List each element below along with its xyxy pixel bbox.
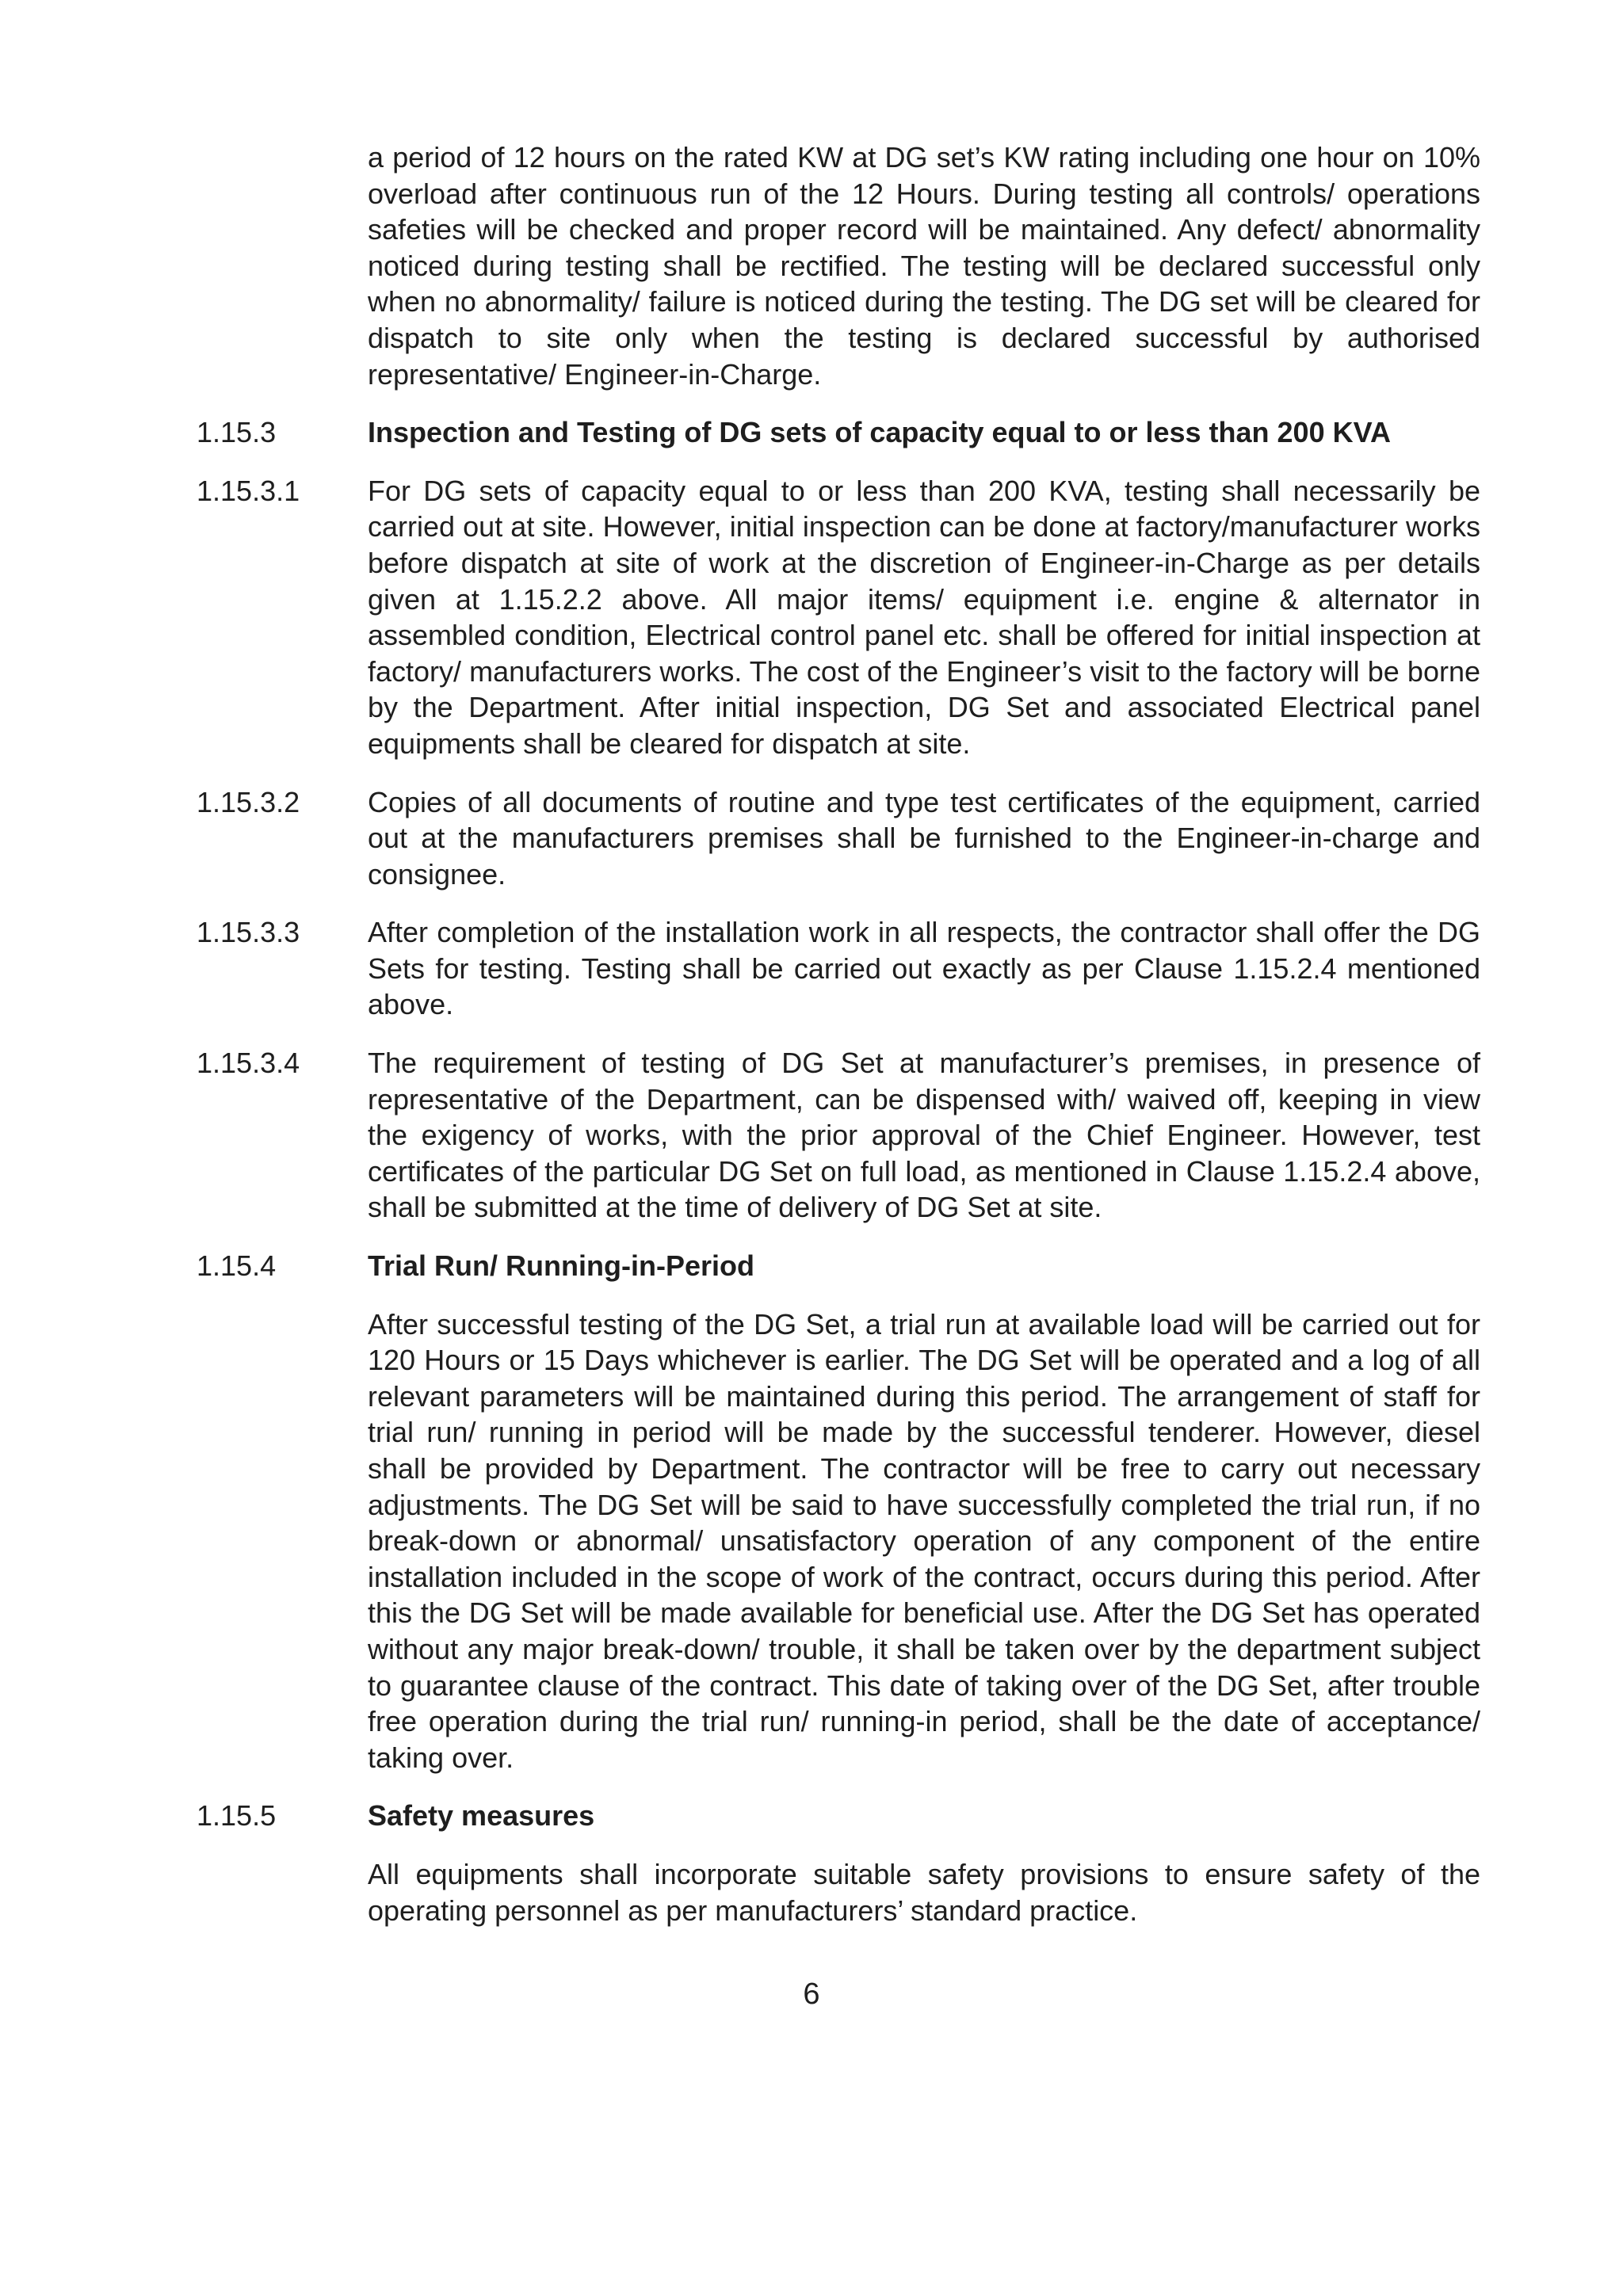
clause-1-15-3-3 — [197, 914, 1480, 1023]
paragraph-text: a period of 12 hours on the rated KW at DG set’s KW rating including one hour on 10% overload after continuous run of the 12 Hours. During testing all controls/ operations safeties will be checked and proper record will be maintained. Any defect/ abnormality noticed during testing shall be rectified. The testing will be declared successful only when no abnormality/ failure is noticed during the testing. The DG set will be cleared for dispatch to site only when the testing is declared successful by authorised representative/ Engineer-in-Charge. — [368, 141, 1480, 391]
clause-number: 1.15.3.4 — [197, 1047, 300, 1080]
paragraph-trial-run — [197, 1306, 1480, 1776]
clause-number: 1.15.3.1 — [197, 474, 300, 507]
paragraph-testing-continued — [197, 139, 1480, 392]
paragraph-safety-measures — [197, 1856, 1480, 1928]
section-title: Inspection and Testing of DG sets of capacity equal to or less than 200 KVA — [368, 416, 1391, 449]
clause-number: 1.15.3 — [197, 416, 277, 449]
page-number: 6 — [803, 1978, 820, 2011]
paragraph-text: After completion of the installation work in all respects, the contractor shall offer the DG Sets for testing. Testing shall be carried out exactly as per Clause 1.15.2.4 mentioned above. — [368, 916, 1480, 1021]
section-heading-1-15-3 — [197, 414, 1480, 451]
section-title: Safety measures — [368, 1799, 595, 1833]
paragraph-text: After successful testing of the DG Set, a trial run at available load will be carried out for 120 Hours or 15 Days whichever is earlier. The DG Set will be operated and a log of all relevant parameters will be maintained during this period. The arrangement of staff for trial run/ running in period will be made by the successful tenderer. However, diesel shall be provided by Department. The contractor will be free to carry out necessary adjustments. The DG Set will be said to have successfully completed the trial run, if no break-down or abnormal/ unsatisfactory operation of any component of the entire installation included in the scope of work of the contract, occurs during this period. After this the DG Set will be made available for beneficial use. After the DG Set has operated without any major break-down/ trouble, it shall be taken over by the department subject to guarantee clause of the contract. This date of taking over of the DG Set, after trouble free operation during the trial run/ running-in period, shall be the date of acceptance/ taking over. — [368, 1307, 1480, 1774]
clause-number: 1.15.4 — [197, 1249, 277, 1283]
paragraph-text: The requirement of testing of DG Set at manufacturer’s premises, in presence of representative of the Department, can be dispensed with/ waived off, keeping in view the exigency of works, with the prior approval of the Chief Engineer. However, test certificates of the particular DG Set on full load, as mentioned in Clause 1.15.2.4 above, shall be submitted at the time of delivery of DG Set at site. — [368, 1047, 1480, 1224]
clause-number: 1.15.3.3 — [197, 916, 300, 949]
paragraph-text: For DG sets of capacity equal to or less than 200 KVA, testing shall necessarily be carried out at site. However, initial inspection can be done at factory/manufacturer works before dispatch at site of work at the discretion of Engineer-in-Charge as per details given at 1.15.2.2 above. All major items/ equipment i.e. engine & alternator in assembled condition, Electrical control panel etc. shall be offered for initial inspection at factory/ manufacturers works. The cost of the Engineer’s visit to the factory will be borne by the Department. After initial inspection, DG Set and associated Electrical panel equipments shall be cleared for dispatch at site. — [368, 474, 1480, 760]
clause-1-15-3-1 — [197, 473, 1480, 762]
clause-1-15-3-2 — [197, 784, 1480, 893]
clause-1-15-3-4 — [197, 1045, 1480, 1226]
section-heading-1-15-5 — [197, 1798, 1480, 1834]
document-body — [197, 139, 1480, 1951]
paragraph-text: Copies of all documents of routine and type test certificates of the equipment, carried out at the manufacturers premises shall be furnished to the Engineer-in-charge and consignee. — [368, 785, 1480, 891]
clause-number: 1.15.3.2 — [197, 785, 300, 818]
clause-number: 1.15.5 — [197, 1799, 277, 1833]
section-title: Trial Run/ Running-in-Period — [368, 1249, 754, 1283]
section-heading-1-15-4 — [197, 1248, 1480, 1284]
paragraph-text: All equipments shall incorporate suitable safety provisions to ensure safety of the operating personnel as per manufacturers’ standard practice. — [368, 1857, 1480, 1927]
